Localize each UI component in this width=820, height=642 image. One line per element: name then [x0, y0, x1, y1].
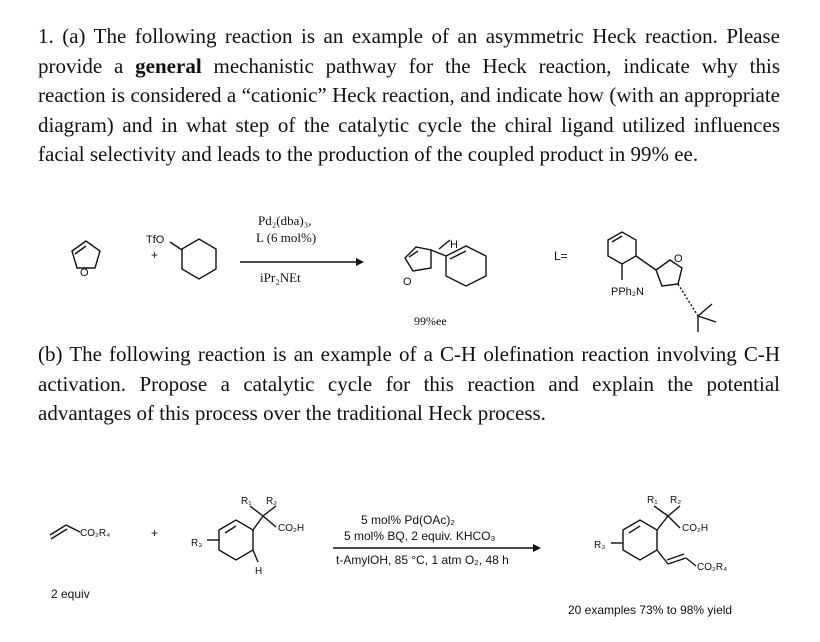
- conditions-a-bottom: iPr₂NEt: [260, 270, 301, 285]
- stereocenter-h-label: H: [450, 239, 458, 251]
- phox-ligand: [608, 232, 716, 332]
- ester-label: CO₂R₄: [80, 528, 111, 539]
- pph2-label: PPh₂: [611, 286, 637, 298]
- product-ester-label: CO₂R₄: [697, 562, 728, 573]
- cyclohexenyl-triflate: [170, 239, 216, 279]
- yield-summary: 20 examples 73% to 98% yield: [568, 603, 733, 617]
- product-oxygen-label: O: [403, 276, 412, 288]
- triflate-label: TfO: [146, 234, 165, 246]
- r1-label: R₁: [241, 496, 252, 507]
- question-a-suffix: mechanistic pathway for the Heck reaction, indicate why this reaction is considered a “cationic” Heck reaction, and indicate how (with an appropriate diagram) and in what step of the catalytic cycle the chiral ligand utilized influences facial selectivity and leads to the production of the coupled product in 99% ee.: [38, 53, 780, 166]
- oxazoline-nitrogen-label: N: [636, 286, 644, 298]
- product-r3-label: R₃: [594, 540, 606, 551]
- conditions-b-bottom: t-AmylOH, 85 °C, 1 atm O₂, 48 h: [336, 553, 509, 567]
- equiv-label: 2 equiv: [51, 587, 90, 601]
- question-b-text: (b) The following reaction is an example of a C-H olefination reaction involving C-H activation. Propose a catalytic cycle for this reaction and explain the potential advantages of this process over the traditional Heck process.: [38, 342, 780, 425]
- r3-label: R₃: [191, 538, 203, 549]
- product-acid-label: CO₂H: [682, 523, 709, 534]
- plus-sign-b: +: [151, 526, 159, 540]
- question-a-emphasis: general: [135, 53, 202, 78]
- arylacetic-acid-reagent: [191, 496, 304, 577]
- acrylate-reagent: [50, 525, 110, 539]
- reaction-arrowhead-a: [356, 258, 364, 266]
- r2-label: R₂: [266, 496, 278, 507]
- ring-oxygen-label: O: [80, 267, 89, 279]
- question-a-prefix: 1. (a) The following reaction is an example of an asymmetric Heck reaction. Please provide a: [38, 24, 780, 78]
- oxazoline-oxygen-label: O: [674, 253, 683, 265]
- conditions-a-top-1: Pd₂(dba)₃,: [258, 213, 312, 228]
- acid-label: CO₂H: [278, 523, 305, 534]
- plus-sign-a: +: [151, 248, 159, 262]
- ortho-h-label: H: [255, 566, 263, 577]
- conditions-a-top-2: L (6 mol%): [256, 230, 317, 245]
- conditions-b-top-1: 5 mol% Pd(OAc)₂: [361, 513, 456, 527]
- ee-label: 99%ee: [414, 314, 447, 328]
- ligand-definition-label: L=: [554, 249, 568, 263]
- conditions-b-top-2: 5 mol% BQ, 2 equiv. KHCO₃: [344, 529, 496, 543]
- dihydrofuran-reactant: [72, 241, 100, 279]
- product-r1-label: R₁: [647, 495, 658, 506]
- olefinated-product: [594, 495, 727, 573]
- reaction-arrowhead-b: [533, 544, 541, 552]
- heck-product: [403, 239, 486, 288]
- product-r2-label: R₂: [670, 495, 682, 506]
